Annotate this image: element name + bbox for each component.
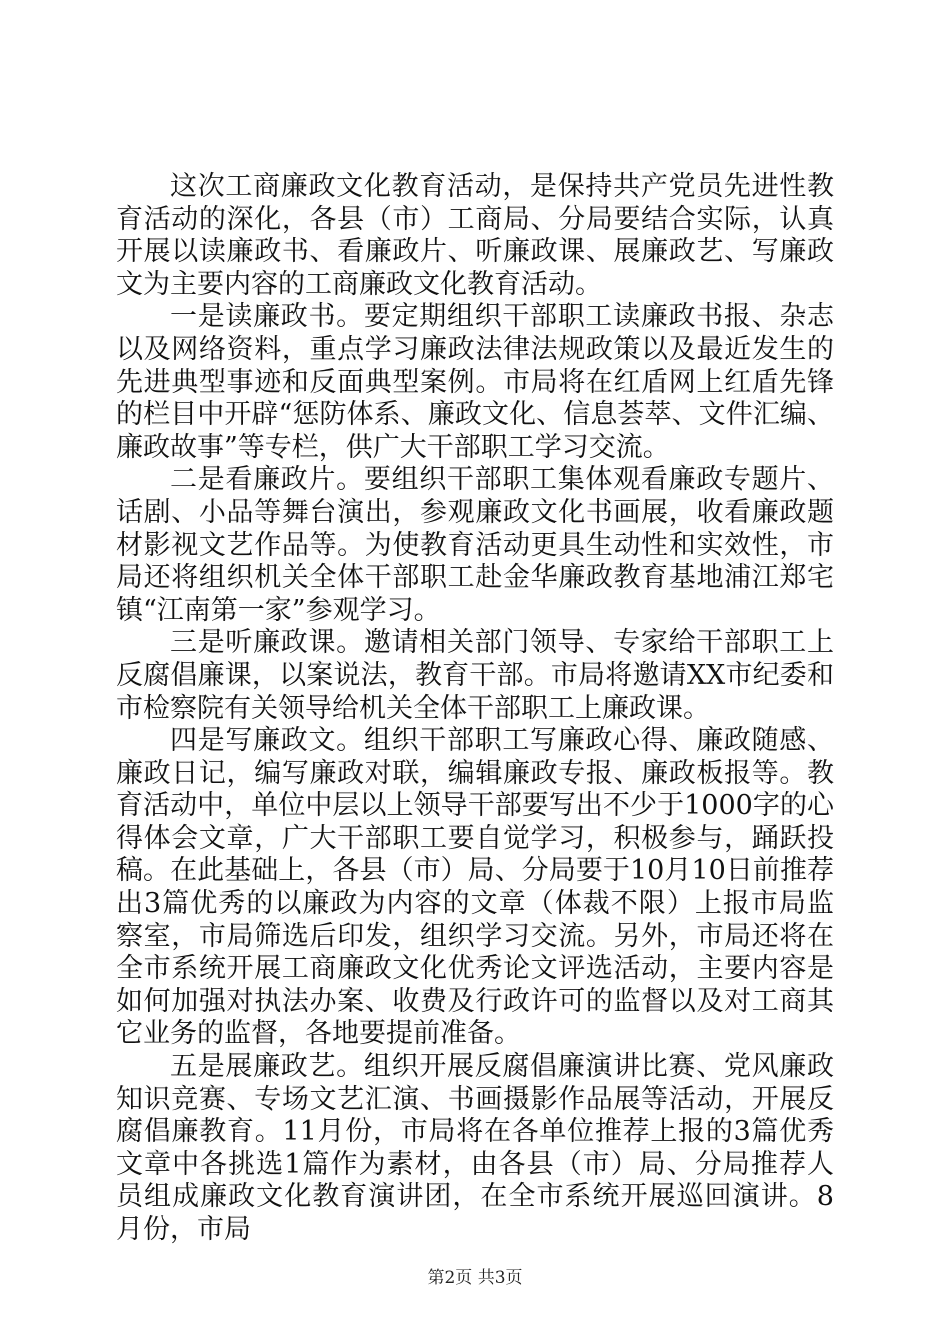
paragraph-read-books: 一是读廉政书。要定期组织干部职工读廉政书报、杂志以及网络资料，重点学习廉政法律法规政策以及最近发生的先进典型事迹和反面典型案例。市局将在红盾网上红盾先锋的栏目中开辟“惩防体系、廉政文化、信息荟萃、文件汇编、廉政故事”等专栏，供广大干部职工学习交流。 [116, 301, 834, 463]
paragraph-attend-lectures: 三是听廉政课。邀请相关部门领导、专家给干部职工上反腐倡廉课，以案说法，教育干部。市局将邀请XX市纪委和市检察院有关领导给机关全体干部职工上廉政课。 [116, 627, 834, 724]
paragraph-watch-films: 二是看廉政片。要组织干部职工集体观看廉政专题片、话剧、小品等舞台演出，参观廉政文化书画展，收看廉政题材影视文艺作品等。为使教育活动更具生动性和实效性，市局还将组织机关全体干部职工赴金华廉政教育基地浦江郑宅镇“江南第一家”参观学习。 [116, 464, 834, 626]
paragraph-intro: 这次工商廉政文化教育活动，是保持共产党员先进性教育活动的深化，各县（市）工商局、分局要结合实际，认真开展以读廉政书、看廉政片、听廉政课、展廉政艺、写廉政文为主要内容的工商廉政文化教育活动。 [116, 171, 834, 300]
page-number-footer: 第2页 共3页 [427, 1268, 523, 1288]
document-body [116, 171, 834, 1247]
paragraph-exhibit-arts: 五是展廉政艺。组织开展反腐倡廉演讲比赛、党风廉政知识竞赛、专场文艺汇演、书画摄影作品展等活动，开展反腐倡廉教育。11月份，市局将在各单位推荐上报的3篇优秀文章中各挑选1篇作为素材，由各县（市）局、分局推荐人员组成廉政文化教育演讲团，在全市系统开展巡回演讲。8月份，市局 [116, 1051, 834, 1245]
paragraph-write-articles: 四是写廉政文。组织干部职工写廉政心得、廉政随感、廉政日记，编写廉政对联，编辑廉政专报、廉政板报等。教育活动中，单位中层以上领导干部要写出不少于1000字的心得体会文章，广大干部职工要自觉学习，积极参与，踊跃投稿。在此基础上，各县（市）局、分局要于10月10日前推荐出3篇优秀的以廉政为内容的文章（体裁不限）上报市局监察室，市局筛选后印发，组织学习交流。另外，市局还将在全市系统开展工商廉政文化优秀论文评选活动，主要内容是如何加强对执法办案、收费及行政许可的监督以及对工商其它业务的监督，各地要提前准备。 [116, 725, 834, 1050]
